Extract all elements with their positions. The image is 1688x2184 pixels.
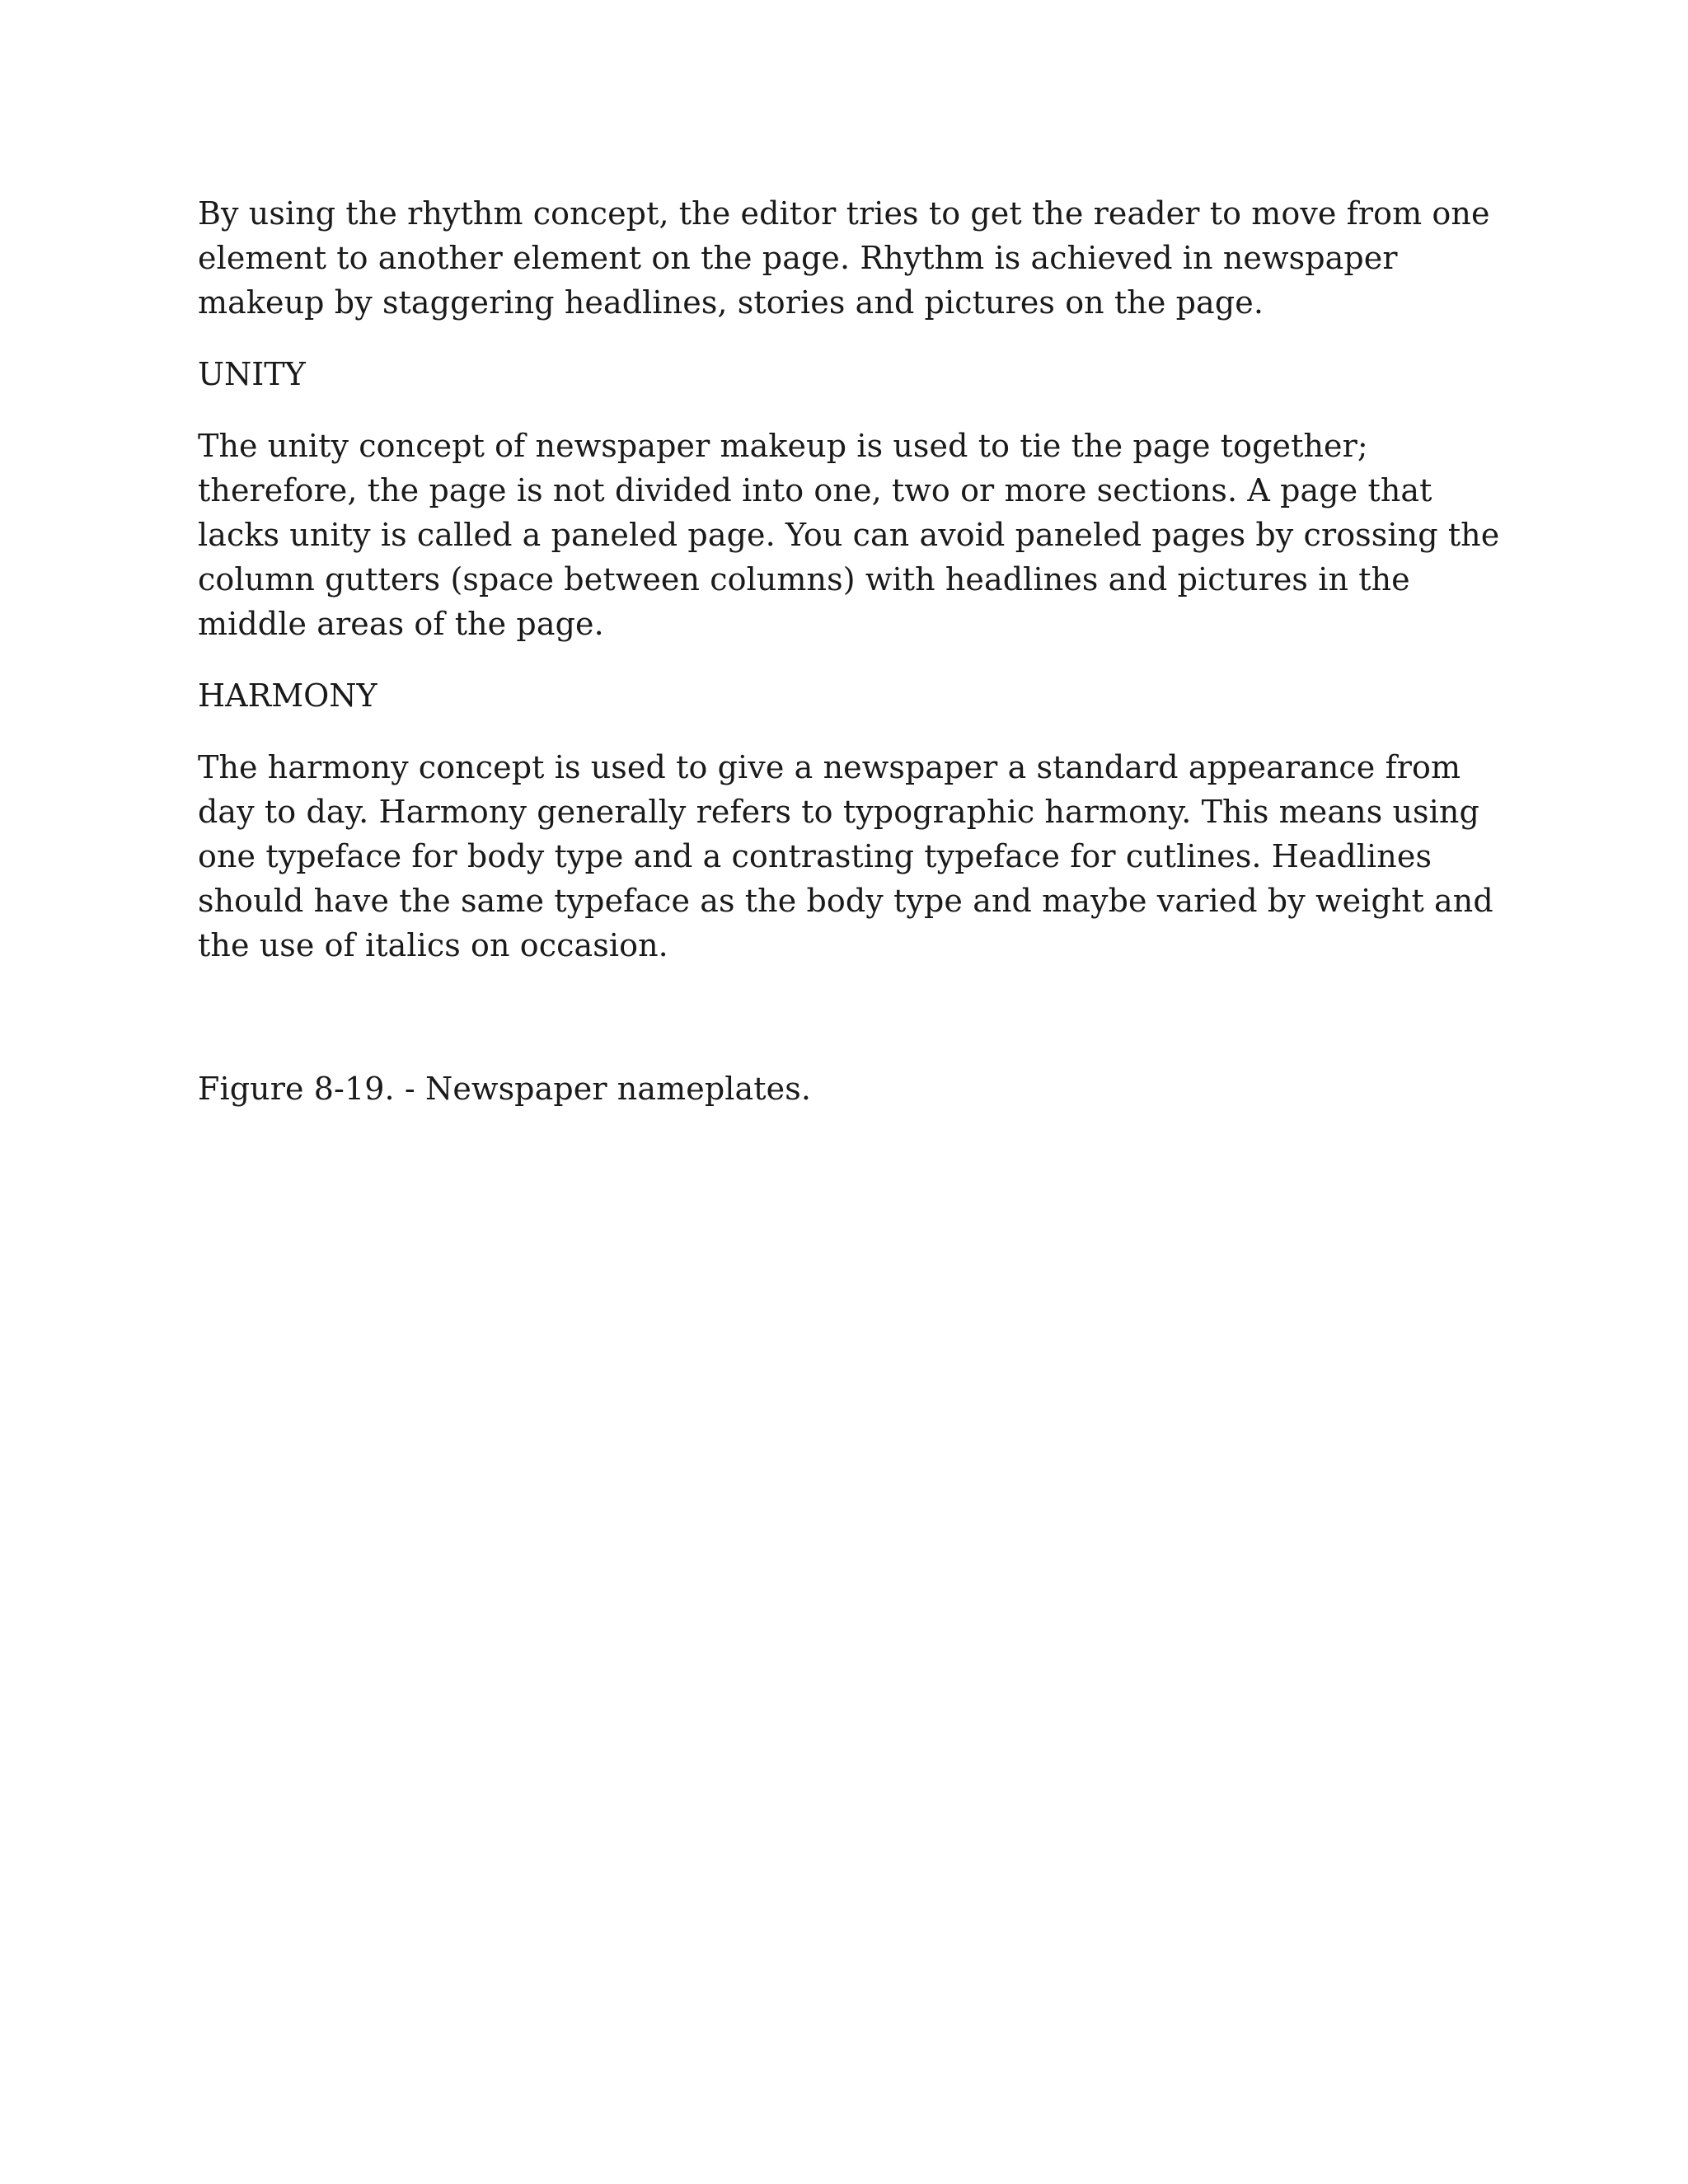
spacer (198, 325, 1500, 352)
document-body (198, 191, 1500, 1111)
paragraph-rhythm: By using the rhythm concept, the editor tries to get the reader to move from one element to another element on the page. Rhythm is achieved in newspaper makeup by staggering headlines, stories and pictures on the page. (198, 195, 1490, 321)
paragraph-harmony: The harmony concept is used to give a newspaper a standard appearance from day to day. Harmony generally refers to typographic harmony. This means using one typeface for body type and a contrasting typeface for cutlines. Headlines should have the same typeface as the body type and maybe varied by weight and the use of italics on occasion. (198, 749, 1493, 963)
spacer (198, 968, 1500, 1066)
spacer (198, 396, 1500, 424)
heading-unity: UNITY (198, 356, 306, 392)
paragraph-unity: The unity concept of newspaper makeup is used to tie the page together; therefore, the page is not divided into one, two or more sections. A page that lacks unity is called a paneled page. You can avoid paneled pages by crossing the column gutters (space between columns) with headlines and pictures in the middle areas of the page. (198, 428, 1500, 642)
spacer (198, 718, 1500, 745)
figure-caption: Figure 8-19. - Newspaper nameplates. (198, 1071, 812, 1107)
heading-harmony: HARMONY (198, 677, 377, 714)
spacer (198, 646, 1500, 673)
